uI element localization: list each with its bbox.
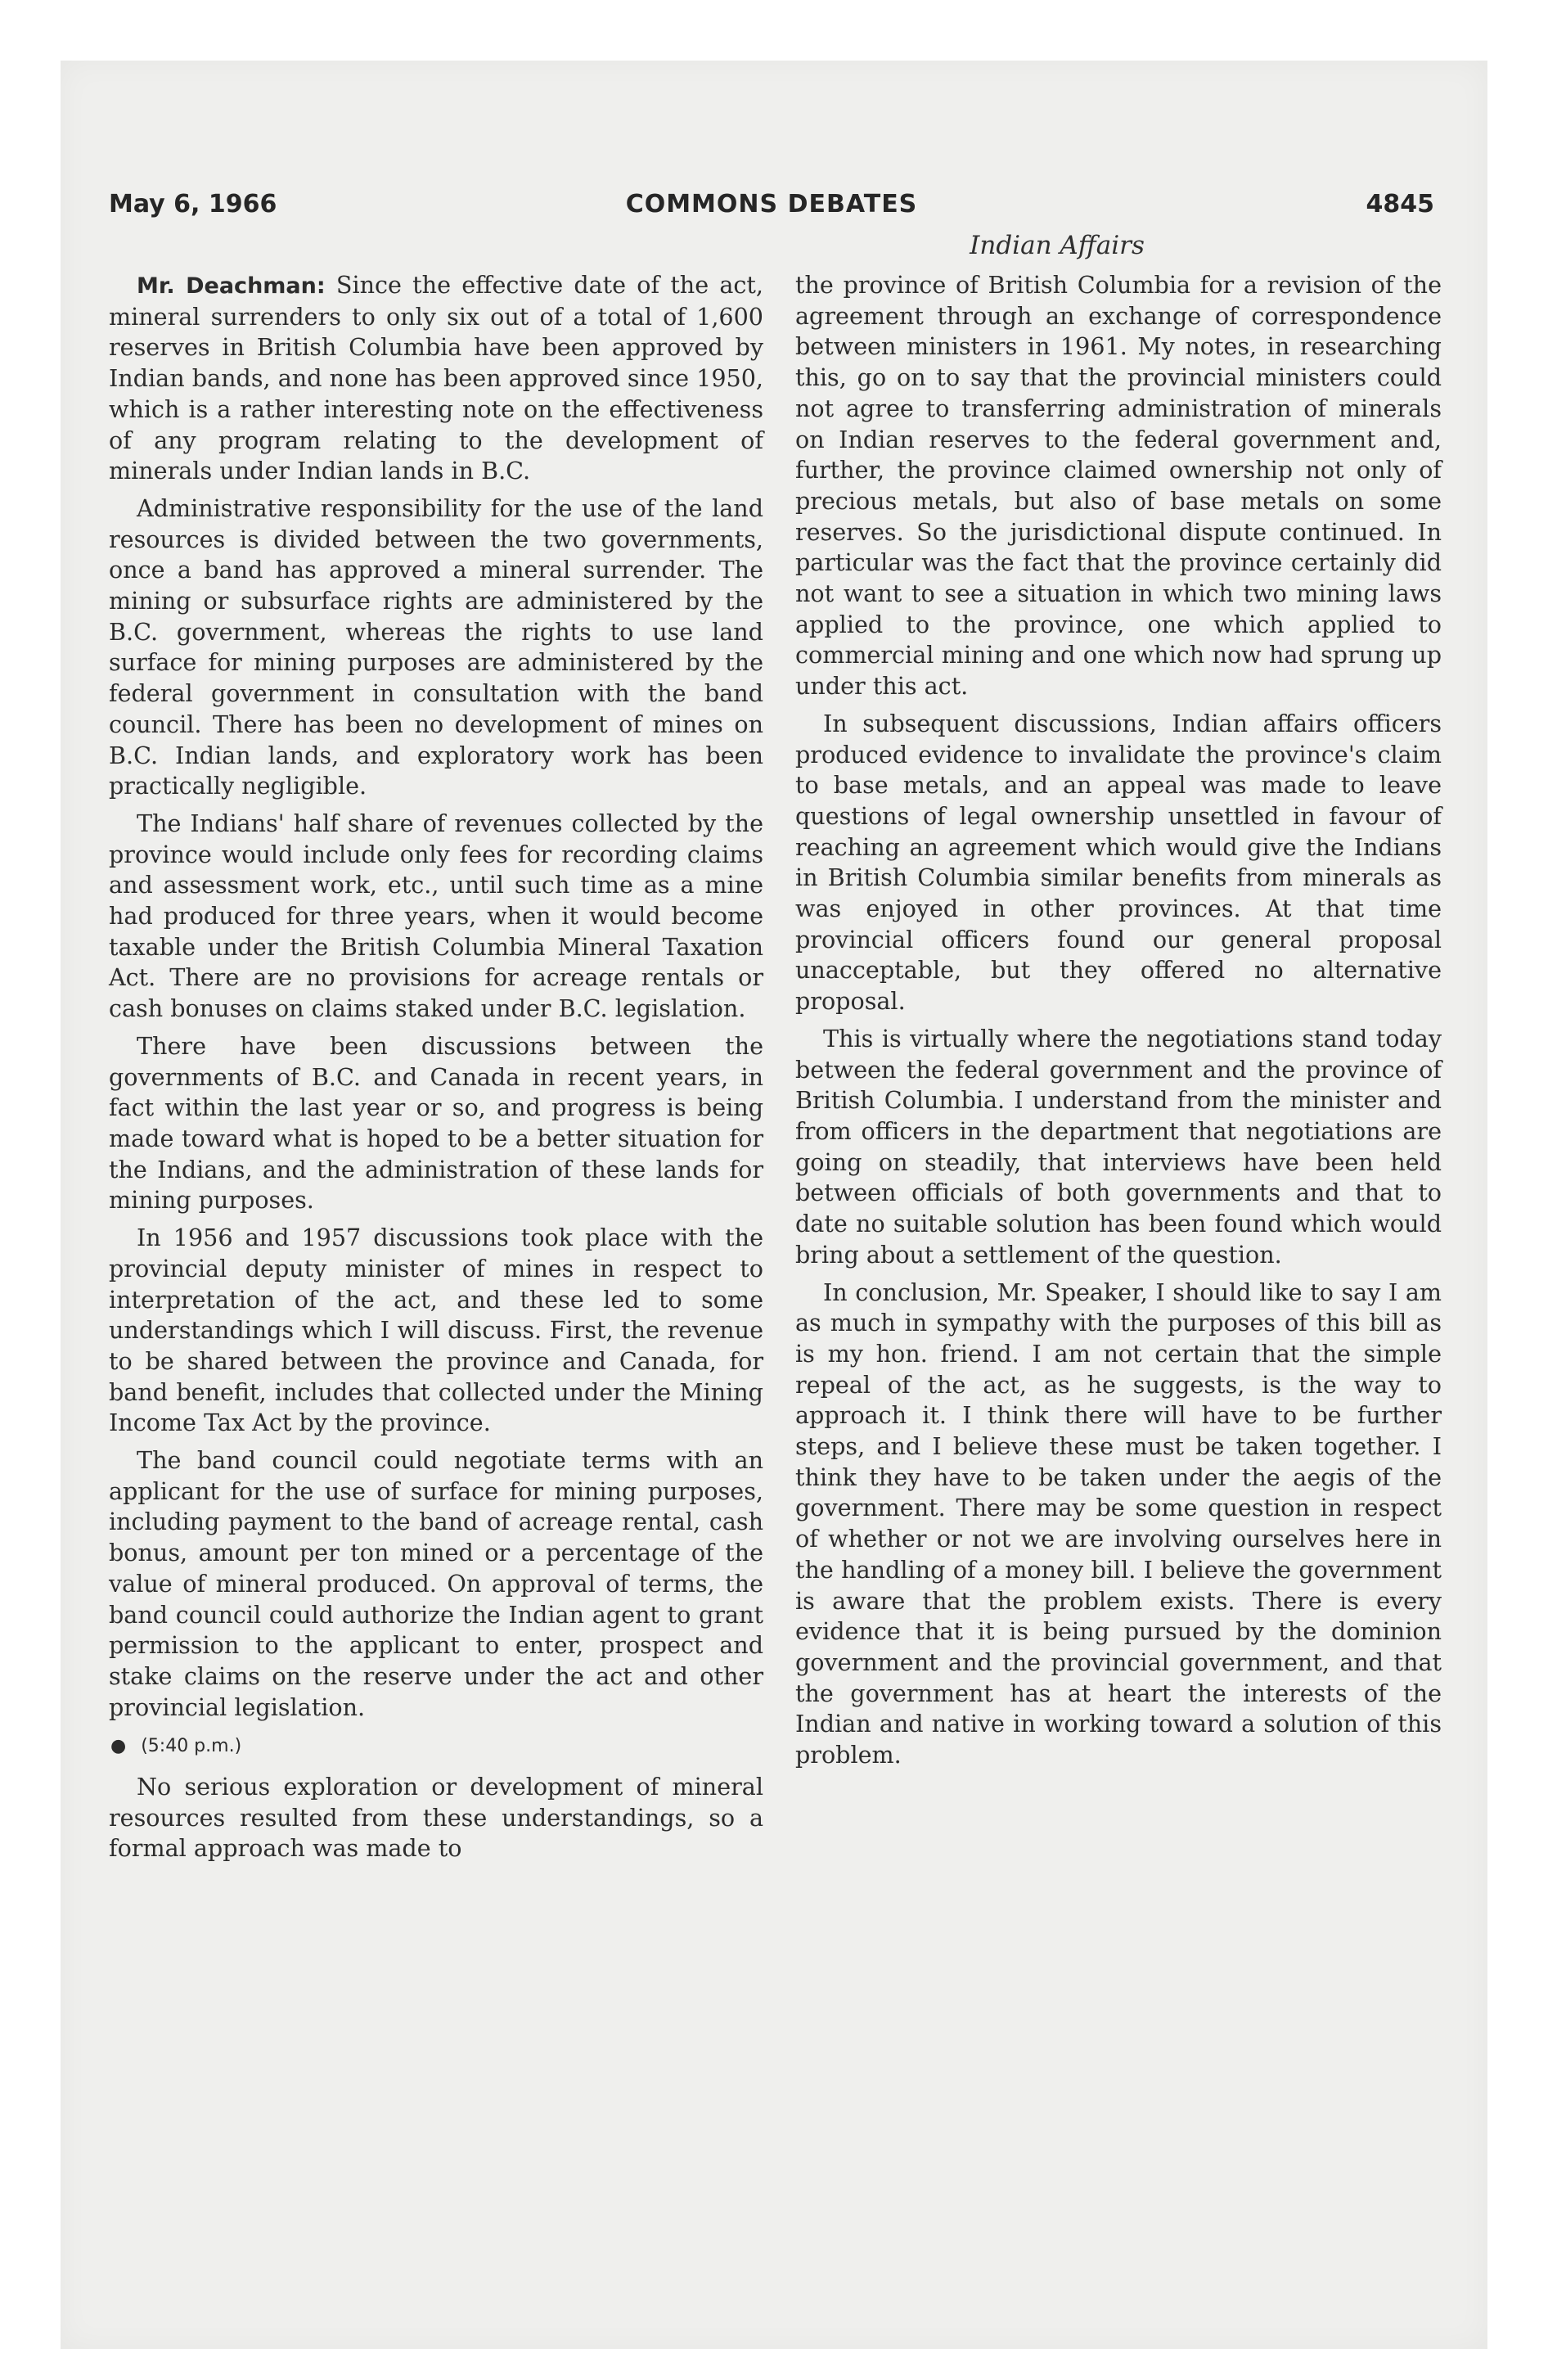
paragraph: the province of British Columbia for a revision of the agreement through an exchange of correspondence between ministers in 1961. My notes, in researching this, go on to say that the provincial ministers could not agree to transferring administration of minerals on Indian reserves to the federal government and, further, the province claimed ownership not only of precious metals, but also of base metals on some reserves. So the jurisdictional dispute continued. In particular was the fact that the province certainly did not want to see a situation in which two mining laws applied to the province, one which applied to commercial mining and one which now had sprung up under this act. — [795, 271, 1442, 701]
bullet-icon: ● — [110, 1736, 127, 1757]
timestamp-text: (5:40 p.m.) — [141, 1736, 242, 1757]
paragraph: The band council could negotiate terms with an applicant for the use of surface for mining purposes, including payment to the band of acreage rental, cash bonus, amount per ton mined or a percentage of the value of mineral produced. On approval of terms, the band council could authorize the Indian agent to grant permission to the applicant to enter, prospect and stake claims on the reserve under the act and other provincial legislation. — [109, 1446, 763, 1721]
paragraph: The Indians' half share of revenues collected by the province would include only fees for recording claims and assessment work, etc., until such time as a mine had produced for three years, when it would become taxable under the British Columbia Mineral Taxation Act. There are no provisions for acreage rentals or cash bonuses on claims staked under B.C. legislation. — [109, 809, 763, 1023]
paragraph: Administrative responsibility for the use of the land resources is divided between the two governments, once a band has approved a mineral surrender. The mining or subsurface rights are administered by the B.C. government, whereas the rights to use land surface for mining purposes are administered by the federal government in consultation with the band council. There has been no development of mines on B.C. Indian lands, and exploratory work has been practically negligible. — [109, 494, 763, 800]
right-column — [795, 270, 1442, 1778]
paragraph: This is virtually where the negotiations stand today between the federal government and the province of British Columbia. I understand from the minister and from officers in the department that negotiations are going on steadily, that interviews have been held between officials of both governments and that to date no suitable solution has been found which would bring about a settlement of the question. — [795, 1024, 1442, 1269]
header-page-number: 4845 — [1366, 190, 1434, 219]
paragraph: In subsequent discussions, Indian affairs officers produced evidence to invalidate the province's claim to base metals, and an appeal was made to leave questions of legal ownership unsettled in favour of reaching an agreement which would give the Indians in British Columbia similar benefits from minerals as was enjoyed in other provinces. At that time provincial officers found our general proposal unacceptable, but they offered no alternative proposal. — [795, 709, 1442, 1016]
page-header — [109, 190, 1434, 228]
timestamp — [109, 1731, 763, 1762]
paragraph — [109, 270, 763, 487]
section-heading: Indian Affairs — [970, 231, 1145, 260]
paragraph: In conclusion, Mr. Speaker, I should like to say I am as much in sympathy with the purposes of this bill as is my hon. friend. I am not certain that the simple repeal of the act, as he suggests, is the way to approach it. I think there will have to be further steps, and I believe these must be taken together. I think they have to be taken under the aegis of the government. There may be some question in respect of whether or not we are involving ourselves here in the handling of a money bill. I believe the government is aware that the problem exists. There is every evidence that it is being pursued by the dominion government and the provincial government, and that the government has at heart the interests of the Indian and native in working toward a solution of this problem. — [795, 1278, 1442, 1769]
paragraph: In 1956 and 1957 discussions took place with the provincial deputy minister of mines in respect to interpretation of the act, and these led to some understandings which I will discuss. First, the revenue to be shared between the province and Canada, for band benefit, includes that collected under the Mining Income Tax Act by the province. — [109, 1224, 763, 1437]
paragraph-text: Since the effective date of the act, mineral surrenders to only six out of a total of 1,600 reserves in British Columbia have been approved by Indian bands, and none has been approved since 1950, which is a rather interesting note on the effectiveness of any program relating to the development of minerals under Indian lands in B.C. — [109, 271, 763, 485]
paragraph: No serious exploration or development of mineral resources resulted from these understandings, so a formal approach was made to — [109, 1773, 763, 1863]
paragraph: There have been discussions between the governments of B.C. and Canada in recent years, in fact within the last year or so, and progress is being made toward what is hoped to be a better situation for the Indians, and the administration of these lands for mining purposes. — [109, 1031, 763, 1215]
header-publication: COMMONS DEBATES — [625, 190, 918, 219]
header-date: May 6, 1966 — [109, 190, 277, 219]
left-column — [109, 270, 763, 1871]
speaker-name: Mr. Deachman: — [137, 273, 326, 299]
